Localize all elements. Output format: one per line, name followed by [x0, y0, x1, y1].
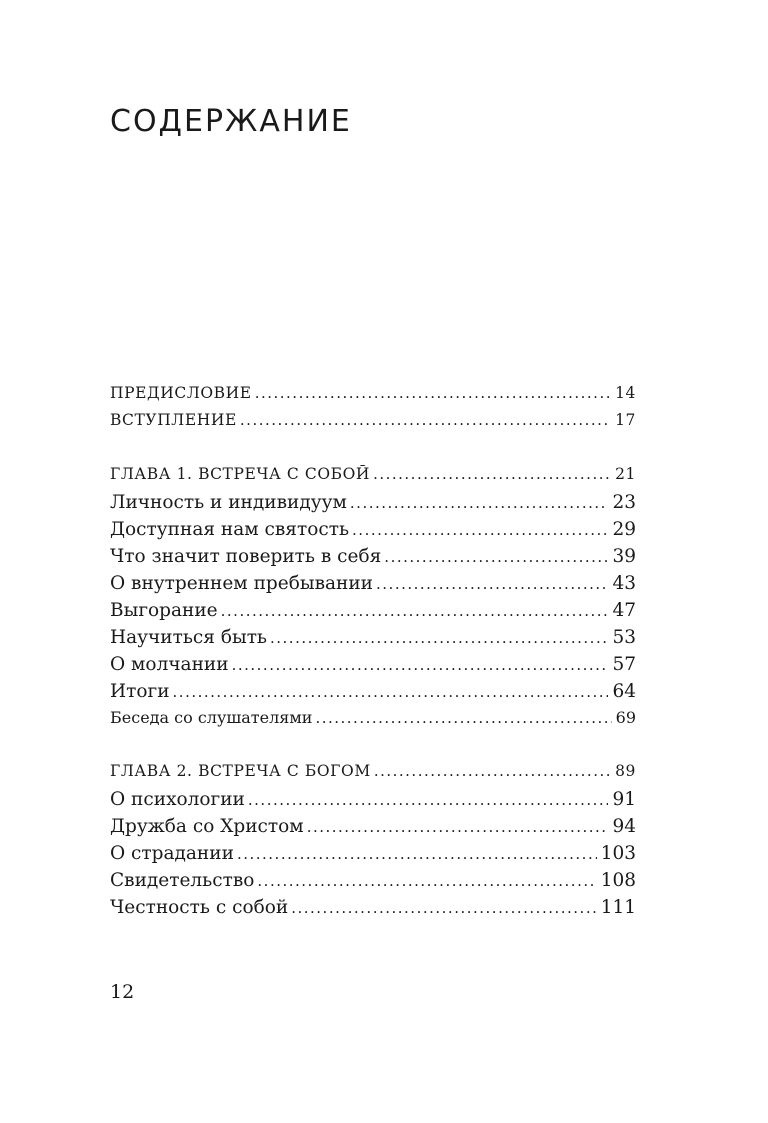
toc-leader-dots	[232, 656, 609, 674]
toc-chapter-1	[110, 465, 636, 735]
toc-entry-page: 53	[612, 627, 636, 648]
page-number: 12	[110, 981, 135, 1003]
toc-entry-label: Выгорание	[110, 600, 218, 621]
toc-entry-page: 91	[612, 789, 636, 810]
toc-entry-page: 69	[615, 708, 636, 727]
toc-entry	[110, 654, 636, 681]
toc-entry-page: 57	[612, 654, 636, 675]
toc-entry	[110, 789, 636, 816]
toc-chapter-heading	[110, 762, 636, 789]
toc-entry-label: ПРЕДИСЛОВИЕ	[110, 384, 252, 402]
toc-leader-dots	[221, 602, 609, 620]
toc-leader-dots	[173, 683, 609, 701]
toc-entry-label: ВСТУПЛЕНИЕ	[110, 411, 237, 429]
toc-leader-dots	[307, 818, 609, 836]
toc-entry	[110, 519, 636, 546]
toc-chapter-heading	[110, 465, 636, 492]
toc-entry-label: Честность с собой	[110, 897, 289, 918]
toc-entry-label: Личность и индивидуум	[110, 492, 347, 513]
toc-leader-dots	[384, 548, 608, 566]
toc-leader-dots	[352, 521, 608, 539]
toc-entry	[110, 627, 636, 654]
toc-entry	[110, 411, 636, 438]
toc-entry-page: 108	[600, 870, 636, 891]
toc-entry-label: Что значит поверить в себя	[110, 546, 382, 567]
toc-leader-dots	[374, 762, 611, 780]
toc-entry-page: 43	[612, 573, 636, 594]
toc-leader-dots	[248, 791, 609, 809]
toc-leader-dots	[270, 629, 608, 647]
toc-entry-page: 94	[612, 816, 636, 837]
toc-entry	[110, 573, 636, 600]
toc-entry	[110, 546, 636, 573]
toc-entry-label: Доступная нам святость	[110, 519, 350, 540]
toc-entry-page: 39	[612, 546, 636, 567]
toc-entry-label: Научиться быть	[110, 627, 267, 648]
toc-entry-page: 111	[600, 897, 636, 918]
toc-entry-page: 14	[615, 384, 636, 402]
toc-entry-page: 29	[612, 519, 636, 540]
toc-entry	[110, 708, 636, 735]
toc-entry-label: ГЛАВА 2. ВСТРЕЧА С БОГОМ	[110, 762, 371, 780]
toc-leader-dots	[315, 709, 611, 727]
toc-entry	[110, 897, 636, 924]
toc-leader-dots	[350, 494, 609, 512]
toc-leader-dots	[376, 575, 608, 593]
toc-entry	[110, 384, 636, 411]
toc-entry-label: Беседа со слушателями	[110, 708, 313, 727]
toc-entry-label: О страдании	[110, 843, 234, 864]
toc-entry-label: О психологии	[110, 789, 245, 810]
toc-entry	[110, 816, 636, 843]
toc-entry-page: 64	[612, 681, 636, 702]
toc-entry-page: 21	[615, 465, 636, 483]
toc-leader-dots	[373, 465, 611, 483]
toc-entry-label: Итоги	[110, 681, 170, 702]
page-title: СОДЕРЖАНИЕ	[110, 104, 352, 139]
toc-entry-page: 47	[612, 600, 636, 621]
toc-entry	[110, 681, 636, 708]
toc-entry-label: Дружба со Христом	[110, 816, 304, 837]
toc-entry-label: О внутреннем пребывании	[110, 573, 374, 594]
toc-entry-label: О молчании	[110, 654, 229, 675]
toc-entry-page: 23	[612, 492, 636, 513]
toc-front-matter	[110, 384, 636, 438]
toc-leader-dots	[237, 845, 597, 863]
toc-entry	[110, 492, 636, 519]
toc-entry	[110, 600, 636, 627]
toc-entry	[110, 870, 636, 897]
toc-entry	[110, 843, 636, 870]
toc-entry-label: Свидетельство	[110, 870, 255, 891]
toc-entry-page: 103	[600, 843, 636, 864]
toc-leader-dots	[291, 899, 596, 917]
toc-leader-dots	[257, 872, 596, 890]
toc-leader-dots	[240, 411, 611, 429]
toc-leader-dots	[255, 384, 611, 402]
toc-entry-page: 17	[615, 411, 636, 429]
toc-entry-label: ГЛАВА 1. ВСТРЕЧА С СОБОЙ	[110, 465, 371, 483]
toc-chapter-2	[110, 762, 636, 924]
toc-entry-page: 89	[615, 762, 636, 780]
